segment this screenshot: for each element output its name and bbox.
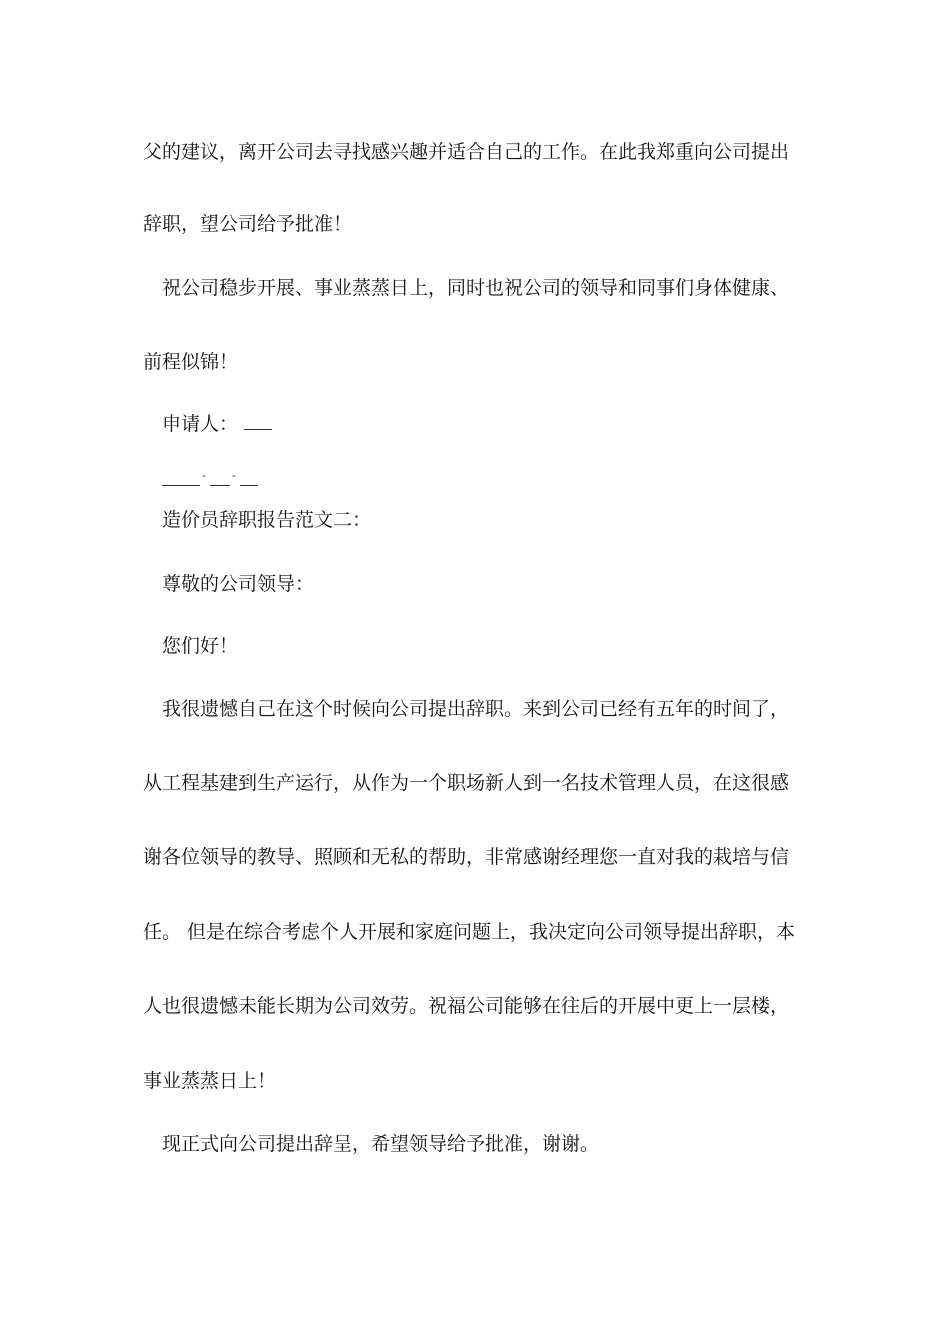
greeting: 您们好！ bbox=[162, 635, 239, 657]
text-line-6: 从工程基建到生产运行，从作为一个职场新人到一名技术管理人员，在这很感 bbox=[143, 772, 790, 794]
text-line-2: 辞职，望公司给予批准！ bbox=[143, 213, 353, 235]
date-month-blank bbox=[210, 485, 230, 486]
text-line-11: 现正式向公司提出辞呈，希望领导给予批准，谢谢。 bbox=[162, 1133, 600, 1155]
text-line-7: 谢各位领导的教导、照顾和无私的帮助，非常感谢经理您一直对我的栽培与信 bbox=[143, 846, 790, 868]
applicant-blank bbox=[244, 412, 272, 430]
text-line-10: 事业蒸蒸日上！ bbox=[143, 1070, 277, 1092]
text-line-9: 人也很遗憾未能长期为公司效劳。祝福公司能够在往后的开展中更上一层楼， bbox=[143, 995, 790, 1017]
salutation: 尊敬的公司领导： bbox=[162, 573, 315, 595]
text-line-4: 前程似锦！ bbox=[143, 351, 239, 373]
date-year-blank bbox=[162, 485, 200, 486]
date-separator-2: - bbox=[232, 469, 236, 482]
text-line-5: 我很遗憾自己在这个时候向公司提出辞职。来到公司已经有五年的时间了， bbox=[162, 698, 790, 720]
text-line-1: 父的建议，离开公司去寻找感兴趣并适合自己的工作。在此我郑重向公司提出 bbox=[143, 141, 790, 163]
text-line-3: 祝公司稳步开展、事业蒸蒸日上，同时也祝公司的领导和同事们身体健康、 bbox=[162, 277, 790, 299]
date-separator-1: - bbox=[202, 469, 206, 482]
section-title: 造价员辞职报告范文二： bbox=[162, 509, 372, 531]
date-blank-line bbox=[162, 470, 262, 486]
date-day-blank bbox=[240, 485, 258, 486]
applicant-label: 申请人： bbox=[162, 413, 239, 435]
text-line-8: 任。 但是在综合考虑个人开展和家庭问题上，我决定向公司领导提出辞职，本 bbox=[143, 921, 796, 943]
applicant-line bbox=[162, 412, 272, 436]
